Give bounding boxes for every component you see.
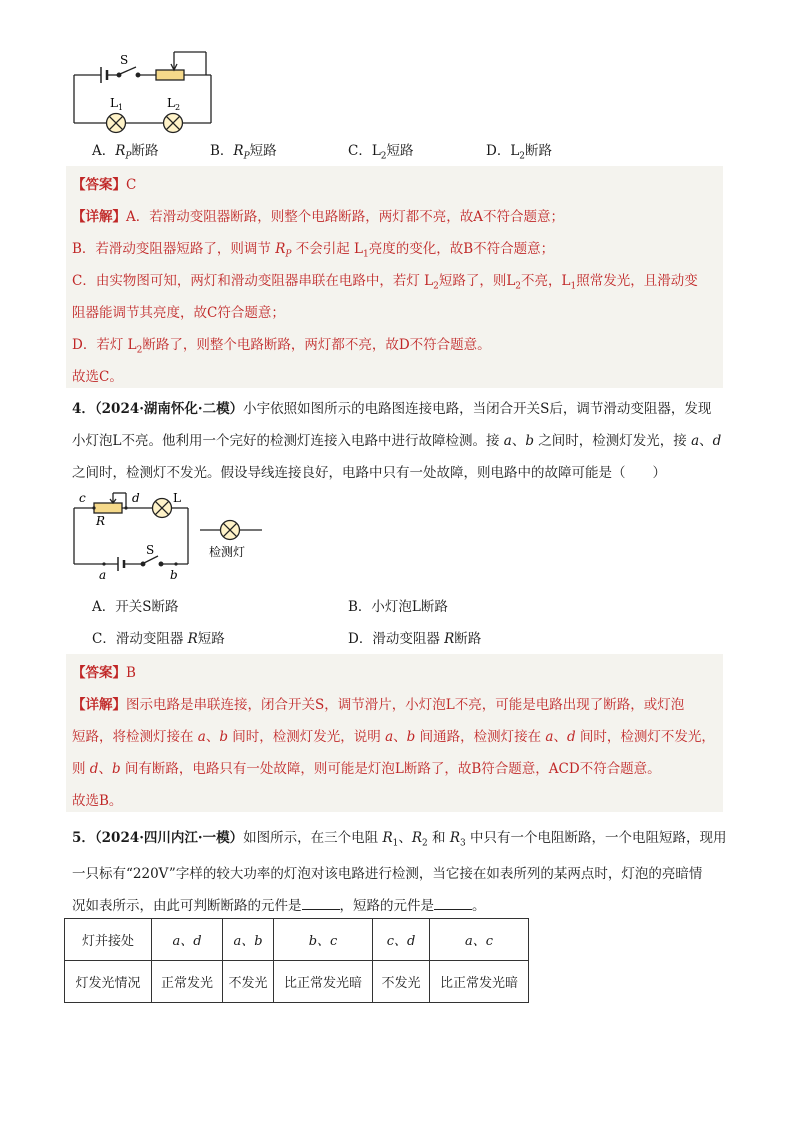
q4-option-b: B．小灯泡L断路 [348, 599, 448, 615]
q4-circuit-diagram [66, 488, 276, 584]
q3-option-b: B．$R_P$短路 [210, 143, 277, 162]
q3-option-c: C．$L_2$短路 [348, 143, 414, 162]
q3-detail-line-1: 【详解】A．若滑动变阻器断路，则整个电路断路，两灯都不亮，故A不符合题意； [72, 209, 564, 225]
q4-answer: 【答案】B [72, 665, 136, 681]
q5-stem-line-1: 5．（2024·四川内江·一模）如图所示，在三个电阻 $R_1$、$R_2$ 和 $R_3$ 中只有一个电阻断路，一个电阻短路，现用 [72, 830, 727, 849]
svg-text:L: L [173, 491, 181, 505]
q3-answer: 【答案】C [72, 177, 137, 193]
q5-table [64, 918, 529, 1003]
q4-detail-line-1: 【详解】图示电路是串联连接，闭合开关S，调节滑片，小灯泡L不亮，可能是电路出现了断路，或灯泡 [72, 697, 685, 713]
q4-option-d: D．滑动变阻器 R断路 [348, 631, 482, 647]
svg-text:R: R [96, 514, 106, 528]
q3-detail-line-6: 故选C。 [72, 369, 123, 385]
q3-switch-label: S [120, 53, 129, 67]
q4-stem-line-2: 小灯泡L不亮。他利用一个完好的检测灯连接入电路中进行故障检测。接 a、b 之间时，检测灯发光，接 a、d [72, 433, 722, 449]
q3-detail-line-5: D．若灯 $L_2$断路了，则整个电路断路，两灯都不亮，故D不符合题意。 [72, 337, 491, 356]
q4-detail-line-4: 故选B。 [72, 793, 123, 809]
svg-text:检测灯: 检测灯 [209, 545, 246, 559]
q3-circuit-diagram [66, 46, 226, 136]
table-row: 灯并接处 a、d a、b b、c c、d a、c [65, 919, 529, 961]
svg-text:d: d [132, 491, 140, 505]
q3-option-a: A．$R_P$断路 [92, 143, 159, 162]
q5-stem-line-2: 一只标有“220V”字样的较大功率的灯泡对该电路进行检测，当它接在如表所列的某两点时，灯泡的亮暗情 [72, 866, 703, 882]
q4-option-a: A．开关S断路 [92, 599, 179, 615]
svg-text:S: S [146, 543, 155, 557]
q4-detail-line-3: 则 d、b 间有断路，电路只有一处故障，则可能是灯泡L断路了，故B符合题意，ACD不符合题意。 [72, 761, 661, 777]
q4-stem-line-1: 4．（2024·湖南怀化·二模）小宇依照如图所示的电路图连接电路，当闭合开关S后，调节滑动变阻器，发现 [72, 401, 712, 417]
q3-option-d: D．$L_2$断路 [486, 143, 553, 162]
blank-2[interactable] [434, 896, 472, 910]
q5-stem-line-3: 况如表所示，由此可判断断路的元件是 ，短路的元件是 。 [72, 898, 486, 914]
svg-text:b: b [170, 568, 178, 582]
q3-detail-line-3: C．由实物图可知，两灯和滑动变阻器串联在电路中，若灯 $L_2$短路了，则$L_2$不亮，$L_1$照常发光，且滑动变 [72, 273, 698, 292]
table-row: 灯发光情况 正常发光 不发光 比正常发光暗 不发光 比正常发光暗 [65, 961, 529, 1003]
svg-text:L2: $L_2$ [167, 96, 181, 112]
svg-text:c: c [79, 491, 86, 505]
blank-1[interactable] [302, 896, 340, 910]
q4-option-c: C．滑动变阻器 R短路 [92, 631, 225, 647]
q3-detail-line-4: 阻器能调节其亮度，故C符合题意； [72, 305, 285, 321]
svg-text:L1: $L_1$ [110, 96, 124, 112]
svg-text:a: a [99, 568, 107, 582]
q4-detail-line-2: 短路，将检测灯接在 a、b 间时，检测灯发光，说明 a、b 间通路，检测灯接在 a、d 间时，检测灯不发光， [72, 729, 715, 745]
q4-stem-line-3: 之间时，检测灯不发光。假设导线连接良好，电路中只有一处故障，则电路中的故障可能是（ ） [72, 465, 666, 481]
q3-detail-line-2: B．若滑动变阻器短路了，则调节 $R_P$ 不会引起 $L_1$亮度的变化，故B不符合题意； [72, 241, 555, 260]
